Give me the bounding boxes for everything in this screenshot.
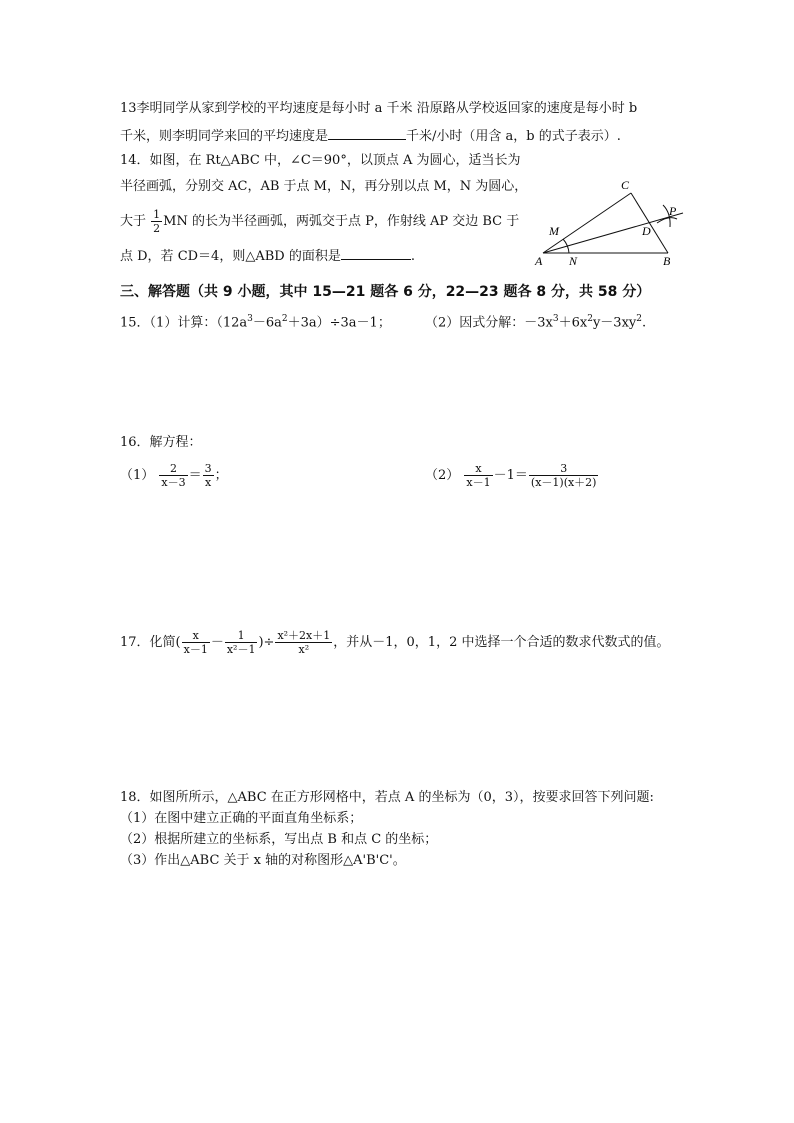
q14-line4-start: 点 D，若 CD＝4，则△ABD 的面积是 (120, 249, 341, 264)
q18-line4: （3）作出△ABC 关于 x 轴的对称图形△A'B'C'。 (120, 853, 406, 868)
fraction-denominator: x－1 (466, 476, 491, 489)
q16-p2-mid: －1＝ (493, 468, 528, 483)
fraction-numerator: 2 (170, 462, 178, 475)
q16-p1-equals: ＝ (188, 468, 202, 483)
q14-answer-blank[interactable] (341, 246, 411, 260)
fraction-numerator: x (192, 629, 199, 642)
label-n: N (569, 254, 578, 268)
q15-part1 (120, 310, 391, 332)
q16-part2-label: （2） (425, 468, 460, 483)
q15-part1-exp1: 3 (247, 314, 253, 324)
q18-line2: （1）在图中建立正确的平面直角坐标系； (120, 811, 363, 826)
q16-part1 (120, 458, 228, 494)
fraction-numerator: x²＋2x＋1 (277, 629, 331, 642)
q16-p1-left-fraction (159, 462, 187, 489)
q18-line1: 18．如图所所示，△ABC 在正方形网格中，若点 A 的坐标为（0，3），按要求回答下列问题: (120, 790, 654, 805)
q13-line2 (120, 126, 621, 146)
fraction-numerator: 1 (237, 629, 245, 642)
q14-half-fraction (151, 208, 162, 235)
q14-line3 (120, 204, 519, 240)
label-a: A (535, 254, 543, 268)
q17-minus: － (210, 635, 224, 650)
q14-line2: 半径画弧，分别交 AC，AB 于点 M，N，再分别以点 M，N 为圆心， (120, 179, 528, 194)
q13-line1: 13李明同学从家到学校的平均速度是每小时 a 千米 沿原路从学校返回家的速度是每小时 b (120, 101, 638, 116)
fraction-denominator: x²－1 (226, 643, 256, 656)
q15-part1-exp2: 2 (281, 314, 288, 324)
q15-part2-a: （2）因式分解：－3x (425, 315, 553, 331)
arc-p2 (657, 218, 677, 223)
fraction-numerator: 1 (153, 208, 161, 221)
q14-line4-end: . (410, 249, 415, 264)
q15-part1-b: －6a (252, 315, 282, 331)
q14-line1: 14．如图，在 Rt△ABC 中，∠C＝90°，以顶点 A 为圆心，适当长为 (120, 153, 521, 168)
q17-fraction-3 (275, 629, 332, 656)
q16-p2-left-fraction (464, 462, 492, 489)
q15-part2 (425, 310, 646, 332)
q13-line2-end: 千米/小时（用含 a，b 的式子表示）. (406, 129, 621, 144)
q16-part1-label: （1） (120, 468, 155, 483)
fraction-denominator: x² (275, 642, 332, 656)
fraction-numerator: x (475, 462, 482, 475)
q15-part1-a: 15．（1）计算：（12a (120, 315, 248, 331)
q17-fraction-1 (182, 629, 210, 656)
q13-answer-blank[interactable] (328, 126, 406, 140)
q13-line2-start: 千米，则李明同学来回的平均速度是 (120, 129, 329, 144)
q17-rest: ，并从－1，0，1，2 中选择一个合适的数求代数式的值。 (333, 635, 670, 650)
label-p: P (669, 204, 677, 218)
q17-label: 17．化简( (120, 635, 181, 650)
q17-line (120, 625, 669, 661)
q17-divide: )÷ (258, 635, 275, 650)
ray-ap (543, 213, 683, 253)
q15-part2-c: y－3xy (592, 315, 637, 331)
fraction-denominator: x－1 (183, 643, 208, 656)
segment-ac (543, 193, 631, 253)
fraction-denominator: x－3 (161, 476, 186, 489)
q16-p1-right-fraction (203, 462, 214, 489)
fraction-denominator: (x－1)(x＋2) (530, 476, 597, 489)
fraction-denominator: x (203, 475, 214, 489)
q14-triangle-figure (525, 175, 695, 270)
q14-line3-start: 大于 (120, 214, 147, 229)
q16-part2 (425, 458, 599, 494)
section-3-heading: 三、解答题（共 9 小题，其中 15—21 题各 6 分，22—23 题各 8 分，共 58 分） (120, 284, 651, 300)
fraction-numerator: 3 (560, 462, 568, 475)
q17-fraction-2 (225, 629, 258, 656)
q15-part2-exp1: 3 (552, 314, 559, 324)
label-c: C (621, 178, 630, 192)
q14-line3-end: MN 的长为半径画弧，两弧交于点 P，作射线 AP 交边 BC 于 (163, 214, 520, 229)
q16-p2-right-fraction (529, 462, 599, 489)
label-m: M (549, 224, 559, 238)
label-d: D (642, 224, 651, 238)
q15-part2-exp2: 2 (587, 314, 593, 324)
q14-line4 (120, 246, 415, 266)
q15-part1-c: ＋3a）÷3a－1； (287, 315, 391, 331)
q18-line3: （2）根据所建立的坐标系，写出点 B 和点 C 的坐标； (120, 832, 438, 847)
fraction-denominator: 2 (153, 222, 161, 235)
q16-p1-end: ； (214, 468, 228, 483)
q15-part2-b: ＋6x (558, 315, 588, 331)
q15-part2-d: . (641, 315, 647, 331)
fraction-numerator: 3 (204, 462, 212, 475)
label-b: B (663, 254, 671, 268)
q15-part2-exp3: 2 (636, 314, 642, 324)
q16-title: 16．解方程： (120, 435, 202, 450)
